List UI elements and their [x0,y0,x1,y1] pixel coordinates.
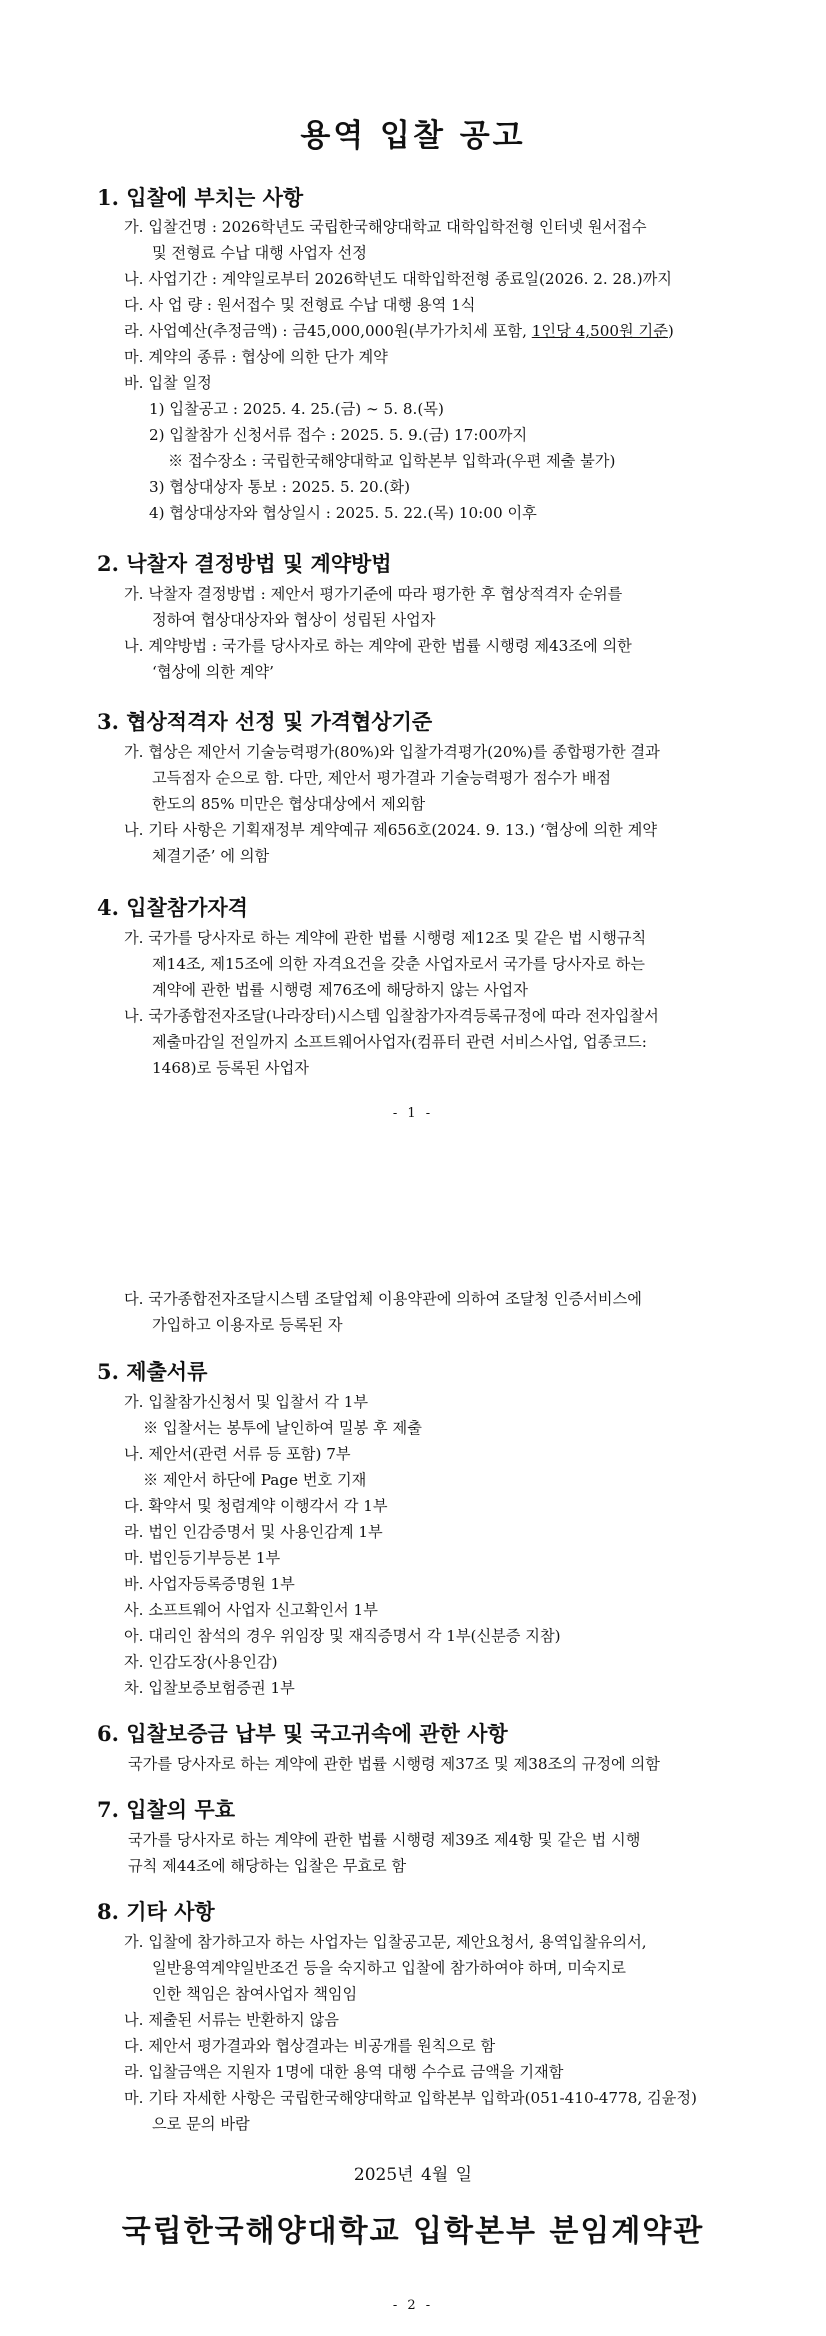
sec8-line-7: 마. 기타 자세한 사항은 국립한국해양대학교 입학본부 입학과(051-410-4778, 김윤정) [124,2089,697,2107]
document-page-1 [0,0,826,1150]
sec4-line-8: 가입하고 이용자로 등록된 자 [152,1316,343,1334]
page-number-1: - 1 - [392,1106,434,1121]
section-4-heading: 4. 입찰참가자격 [97,895,248,920]
sec4-line-7: 다. 국가종합전자조달시스템 조달업체 이용약관에 의하여 조달청 인증서비스에 [124,1290,642,1308]
budget-text: 라. 사업예산(추정금액) : 금45,000,000원(부가가치세 포함, [124,322,532,340]
section-5-heading: 5. 제출서류 [97,1359,208,1384]
sec3-line-1: 가. 협상은 제안서 기술능력평가(80%)와 입찰가격평가(20%)를 종합평가한 결과 [124,743,660,761]
sec5-line-3: 나. 제안서(관련 서류 등 포함) 7부 [124,1445,351,1463]
sec1-line-4: 다. 사 업 량 : 원서접수 및 전형료 수납 대행 용역 1식 [124,296,476,314]
sec8-line-2: 일반용역계약일반조건 등을 숙지하고 입찰에 참가하여야 하며, 미숙지로 [152,1959,626,1977]
contracting-officer: 국립한국해양대학교 입학본부 분임계약관 [121,2214,705,2249]
document-title: 용역 입찰 공고 [300,118,526,154]
sec1-line-1: 가. 입찰건명 : 2026학년도 국립한국해양대학교 대학입학전형 인터넷 원서접수 [124,218,647,236]
section-3-heading: 3. 협상적격자 선정 및 가격협상기준 [97,709,433,734]
sec8-line-5: 다. 제안서 평가결과와 협상결과는 비공개를 원칙으로 함 [124,2037,496,2055]
sec5-line-2: ※ 입찰서는 봉투에 날인하여 밀봉 후 제출 [143,1419,422,1437]
sec1-line-12: 4) 협상대상자와 협상일시 : 2025. 5. 22.(목) 10:00 이후 [149,504,537,522]
sec4-line-4: 나. 국가종합전자조달(나라장터)시스템 입찰참가자격등록규정에 따라 전자입찰서 [124,1007,659,1025]
sec1-line-6: 마. 계약의 종류 : 협상에 의한 단가 계약 [124,348,388,366]
sec8-line-4: 나. 제출된 서류는 반환하지 않음 [124,2011,339,2029]
sec2-line-3: 나. 계약방법 : 국가를 당사자로 하는 계약에 관한 법률 시행령 제43조에 의한 [124,637,632,655]
notice-date: 2025년 4월 일 [353,2165,473,2185]
budget-close-paren: ) [667,322,674,340]
sec5-line-7: 마. 법인등기부등본 1부 [124,1549,281,1567]
sec3-line-5: 체결기준’ 에 의함 [152,847,270,865]
sec2-line-1: 가. 낙찰자 결정방법 : 제안서 평가기준에 따라 평가한 후 협상적격자 순위를 [124,585,623,603]
section-8-heading: 8. 기타 사항 [97,1899,215,1924]
sec4-line-2: 제14조, 제15조에 의한 자격요건을 갖춘 사업자로서 국가를 당사자로 하는 [152,955,645,973]
sec7-line-2: 규칙 제44조에 해당하는 입찰은 무효로 함 [128,1857,407,1875]
section-6-heading: 6. 입찰보증금 납부 및 국고귀속에 관한 사항 [97,1721,508,1746]
sec1-line-5 [124,322,674,340]
sec1-line-2: 및 전형료 수납 대행 사업자 선정 [152,244,367,262]
sec5-line-8: 바. 사업자등록증명원 1부 [124,1575,295,1593]
sec2-line-4: ‘협상에 의한 계약’ [152,663,275,681]
sec5-line-12: 차. 입찰보증보험증권 1부 [124,1679,295,1697]
sec1-line-7: 바. 입찰 일정 [124,374,212,392]
sec1-line-3: 나. 사업기간 : 계약일로부터 2026학년도 대학입학전형 종료일(2026. 2. 28.)까지 [124,270,672,288]
sec1-line-10: ※ 접수장소 : 국립한국해양대학교 입학본부 입학과(우편 제출 불가) [168,452,616,470]
sec8-line-3: 인한 책임은 참여사업자 책임임 [152,1985,358,2003]
sec6-line-1: 국가를 당사자로 하는 계약에 관한 법률 시행령 제37조 및 제38조의 규정에 의함 [128,1755,660,1773]
sec5-line-4: ※ 제안서 하단에 Page 번호 기재 [143,1471,367,1489]
sec5-line-5: 다. 확약서 및 청렴계약 이행각서 각 1부 [124,1497,388,1515]
sec5-line-11: 자. 인감도장(사용인감) [124,1653,278,1671]
section-7-heading: 7. 입찰의 무효 [97,1797,235,1822]
budget-unit-price: 1인당 4,500원 기준 [531,322,668,340]
sec3-line-2: 고득점자 순으로 함. 다만, 제안서 평가결과 기술능력평가 점수가 배점 [152,769,612,787]
sec5-line-9: 사. 소프트웨어 사업자 신고확인서 1부 [124,1601,378,1619]
sec4-line-6: 1468)로 등록된 사업자 [152,1059,309,1077]
sec1-line-8: 1) 입찰공고 : 2025. 4. 25.(금) ∼ 5. 8.(목) [149,400,444,418]
section-2-heading: 2. 낙찰자 결정방법 및 계약방법 [97,551,392,576]
sec4-line-3: 계약에 관한 법률 시행령 제76조에 해당하지 않는 사업자 [152,981,528,999]
sec4-line-1: 가. 국가를 당사자로 하는 계약에 관한 법률 시행령 제12조 및 같은 법 시행규칙 [124,929,647,947]
sec2-line-2: 정하여 협상대상자와 협상이 성립된 사업자 [152,611,436,629]
sec8-line-6: 라. 입찰금액은 지원자 1명에 대한 용역 대행 수수료 금액을 기재함 [124,2063,564,2081]
sec5-line-1: 가. 입찰참가신청서 및 입찰서 각 1부 [124,1393,369,1411]
sec8-line-8: 으로 문의 바람 [152,2115,250,2133]
sec5-line-6: 라. 법인 인감증명서 및 사용인감계 1부 [124,1523,383,1541]
sec7-line-1: 국가를 당사자로 하는 계약에 관한 법률 시행령 제39조 제4항 및 같은 법 시행 [128,1831,641,1849]
page-number-2: - 2 - [392,2298,434,2313]
sec3-line-4: 나. 기타 사항은 기획재정부 계약예규 제656호(2024. 9. 13.) ‘협상에 의한 계약 [124,821,657,839]
sec5-line-10: 아. 대리인 참석의 경우 위임장 및 재직증명서 각 1부(신분증 지참) [124,1627,561,1645]
sec1-line-9: 2) 입찰참가 신청서류 접수 : 2025. 5. 9.(금) 17:00까지 [149,426,528,444]
sec1-line-11: 3) 협상대상자 통보 : 2025. 5. 20.(화) [149,478,411,496]
sec4-line-5: 제출마감일 전일까지 소프트웨어사업자(컴퓨터 관련 서비스사업, 업종코드: [152,1033,647,1051]
sec8-line-1: 가. 입찰에 참가하고자 하는 사업자는 입찰공고문, 제안요청서, 용역입찰유의서, [124,1933,647,1951]
section-1-heading: 1. 입찰에 부치는 사항 [97,185,304,210]
sec3-line-3: 한도의 85% 미만은 협상대상에서 제외함 [152,795,426,813]
